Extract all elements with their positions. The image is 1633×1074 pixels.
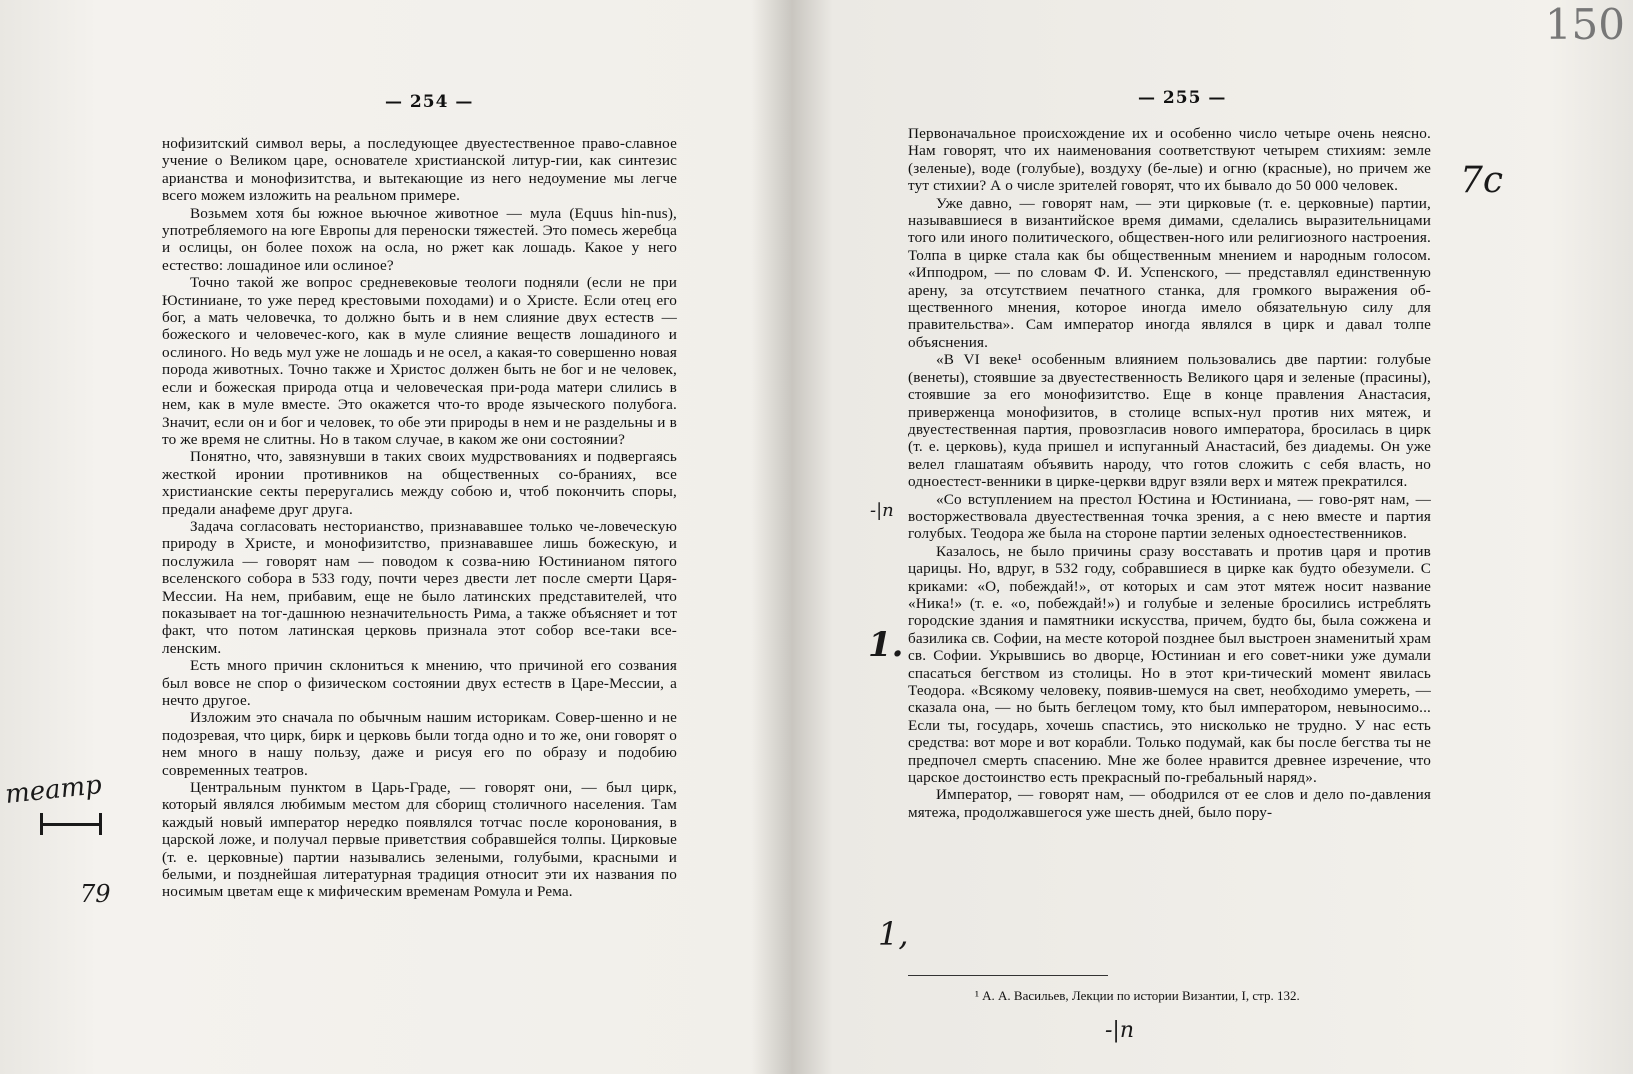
footnote-divider	[908, 975, 1108, 976]
paragraph: «Со вступлением на престол Юстина и Юстиниана, — гово-рят нам, — восторжествовала двуестественная точка зрения, а с нею вместе и партия голубых. Теодора же была на стороне партии зеленых одноестественников.	[908, 490, 1431, 543]
margin-bracket	[40, 823, 102, 826]
paragraph: Первоначальное происхождение их и особенно число четыре очень неясно. Нам говорят, что их наименования соответствуют четырем стихиям: земле (зеленые), воде (голубые), воздуху (бе-лые) и огню (красные), но причем же тут стихии? А о числе зрителей говорят, что их бывало до 50 000 человек.	[908, 125, 1431, 195]
paragraph: Понятно, что, завязнувши в таких своих мудрствованиях и подвергаясь жесткой иронии противников на общественных со-браниях, все христианские секты переругались между собою и, чтоб покончить споры, предали анафеме друг друга.	[162, 448, 677, 518]
margin-note: театр	[3, 770, 104, 810]
margin-note: 1,	[878, 915, 909, 953]
margin-note: 7с	[1460, 160, 1504, 201]
paragraph: Император, — говорят нам, — ободрился от ее слов и дело по-давления мятежа, продолжавшегося уже шесть дней, было пору-	[908, 786, 1431, 821]
paragraph: Есть много причин склониться к мнению, что причиной его созвания был вовсе не спор о физическом состоянии двух естеств в Царе-Мессии, а нечто другое.	[162, 657, 677, 709]
page-text	[908, 125, 1431, 821]
margin-mark: -|n	[870, 500, 894, 521]
paragraph: Точно такой же вопрос средневековые теологи подняли (если не при Юстиниане, то уже перед крестовыми походами) и о Христе. Если отец его бог, а мать человечка, то должно быть и в нем слияние двух естеств — божеского и человечес-кого, как в муле слияние веществ лошадиного и ослиного. Но ведь мул уже не лошадь и не осел, а какая-то совершенно новая порода животных. Точно также и Христос должен быть не бог и не человек, если и божеская природа отца и человеческая при-рода матери слились в нем, как в муле вместе. Это окажется что-то вроде языческого полубога. Значит, если он и бог и человек, то обе эти природы в нем и не раздельны и в то же время не слитны. Но в таком случае, в каком же они состоянии?	[162, 274, 677, 448]
paragraph: Задача согласовать несторианство, признававшее только че-ловеческую природу в Христе, и монофизитство, признававшее лишь божескую, и послужила — говорят нам — поводом к созва-нию Юстинианом пятого вселенского собора в 533 году, почти через двести лет после смерти Царя-Мессии. На нем, прибавим, еще не было латинских представителей, что показывает на тог-дашнюю незначительность Рима, а также объясняет и тот факт, что потом латинская церковь признала этот собор все-таки все-ленским.	[162, 517, 677, 657]
paragraph: Изложим это сначала по обычным нашим историкам. Совер-шенно и не подозревая, что цирк, бирк и церковь были тогда одно и то же, они говорят о нем много в нашу пользу, даже и рисуя его по образу и подобию современных театров.	[162, 709, 677, 779]
page-text	[162, 135, 677, 901]
page-number: — 254 —	[385, 92, 474, 112]
margin-note: 79	[80, 880, 111, 908]
paragraph: нофизитский символ веры, а последующее двуестественное право-славное учение о Великом царе, основателе христианской литур-гии, как синтезис арианства и монофизитства, и вытекающие из него недоумение мы легче всего можем изложить на реальном примере.	[162, 135, 677, 205]
left-page	[0, 0, 800, 1074]
page-number: — 255 —	[1138, 88, 1227, 108]
paragraph: Уже давно, — говорят нам, — эти цирковые (т. е. церковные) партии, называвшиеся в византийское время димами, сделались выразительницами того или иного политического, обществен-ного или религиозного настроения. Толпа в цирке стала как бы общественным мнением и народным голосом. «Ипподром, — по словам Ф. И. Успенского, — представлял единственную арену, за отсутствием печатного станка, для громкого выражения об-щественного мнения, которое иногда имело обязательную силу для правительства». Сам император иногда являлся в цирк и давал толпе объяснения.	[908, 194, 1431, 351]
footnote: ¹ А. А. Васильев, Лекции по истории Византии, I, стр. 132.	[975, 988, 1300, 1003]
paragraph: Центральным пунктом в Царь-Граде, — говорят они, — был цирк, который являлся любимым местом для сборищ столичного населения. Там каждый новый император нередко появлялся тотчас после коронования, в царской ложе, и получал первые приветствия собравшейся толпы. Цирковые (т. е. церковные) партии назывались зелеными, голубыми, красными и белыми, и позднейшая литературная традиция относит эти их названия по носимым цветам еще к мифическим временам Ромула и Рема.	[162, 779, 677, 901]
margin-note: 1.	[868, 625, 904, 665]
paragraph: Казалось, не было причины сразу восставать и против царя и против царицы. Но, вдруг, в 532 году, собравшиеся в цирке как будто обезумели. С криками: «О, побеждай!», от которых и сам этот мятеж носит название «Ника!» (т. е. «о, побеждай!») и голубые и зеленые бросились истреблять городские здания и памятники искусства, причем, будто бы, была сожжена и базилика св. Софии, на месте которой позднее был выстроен знаменитый храм св. Софии. Укрывшись во дворце, Юстиниан и его совет-ники уже думали спасаться бегством из столицы. Но в этот кри-тический момент явилась Теодора. «Всякому человеку, появив-шемуся на свет, необходимо умереть, — сказала она, — но быть беглецом тому, кто был императором, невыносимо... Если ты, государь, хочешь спастись, это нисколько не трудно. У нас есть средства: вот море и вот корабли. Только подумай, как бы после бегства ты не предпочел смерть спасению. Мне же более нравится древнее изречение, что царское достоинство есть прекрасный по-гребальный наряд».	[908, 542, 1431, 787]
right-page	[820, 0, 1633, 1074]
margin-mark: -|n	[1105, 1018, 1135, 1043]
paragraph: Возьмем хотя бы южное вьючное животное — мула (Equus hin-nus), употребляемого на юге Европы для переноски тяжестей. Это помесь жеребца и ослицы, он более похож на осла, но ржет как лошадь. Какое у него естество: лошадиное или ослиное?	[162, 204, 677, 274]
paragraph: «В VI веке¹ особенным влиянием пользовались две партии: голубые (венеты), стоявшие за двуестественность Великого царя и зеленые (прасины), стоявшие за его монофизитство. Еще в конце правления Анастасия, приверженца монофизитов, в столице вспых-нул против них мятеж, и двуестественная партия, провозгласив нового императора, бросилась в цирк (т. е. церковь), куда пришел и испуганный Анастасий, без диадемы. Он уже велел глашатаям объявить народу, что готов сложить с себя власть, но одноестест-венники в цирке-церкви вдруг взяли верх и мятеж прекратился.	[908, 351, 1431, 491]
archive-number: 150	[1544, 0, 1625, 49]
